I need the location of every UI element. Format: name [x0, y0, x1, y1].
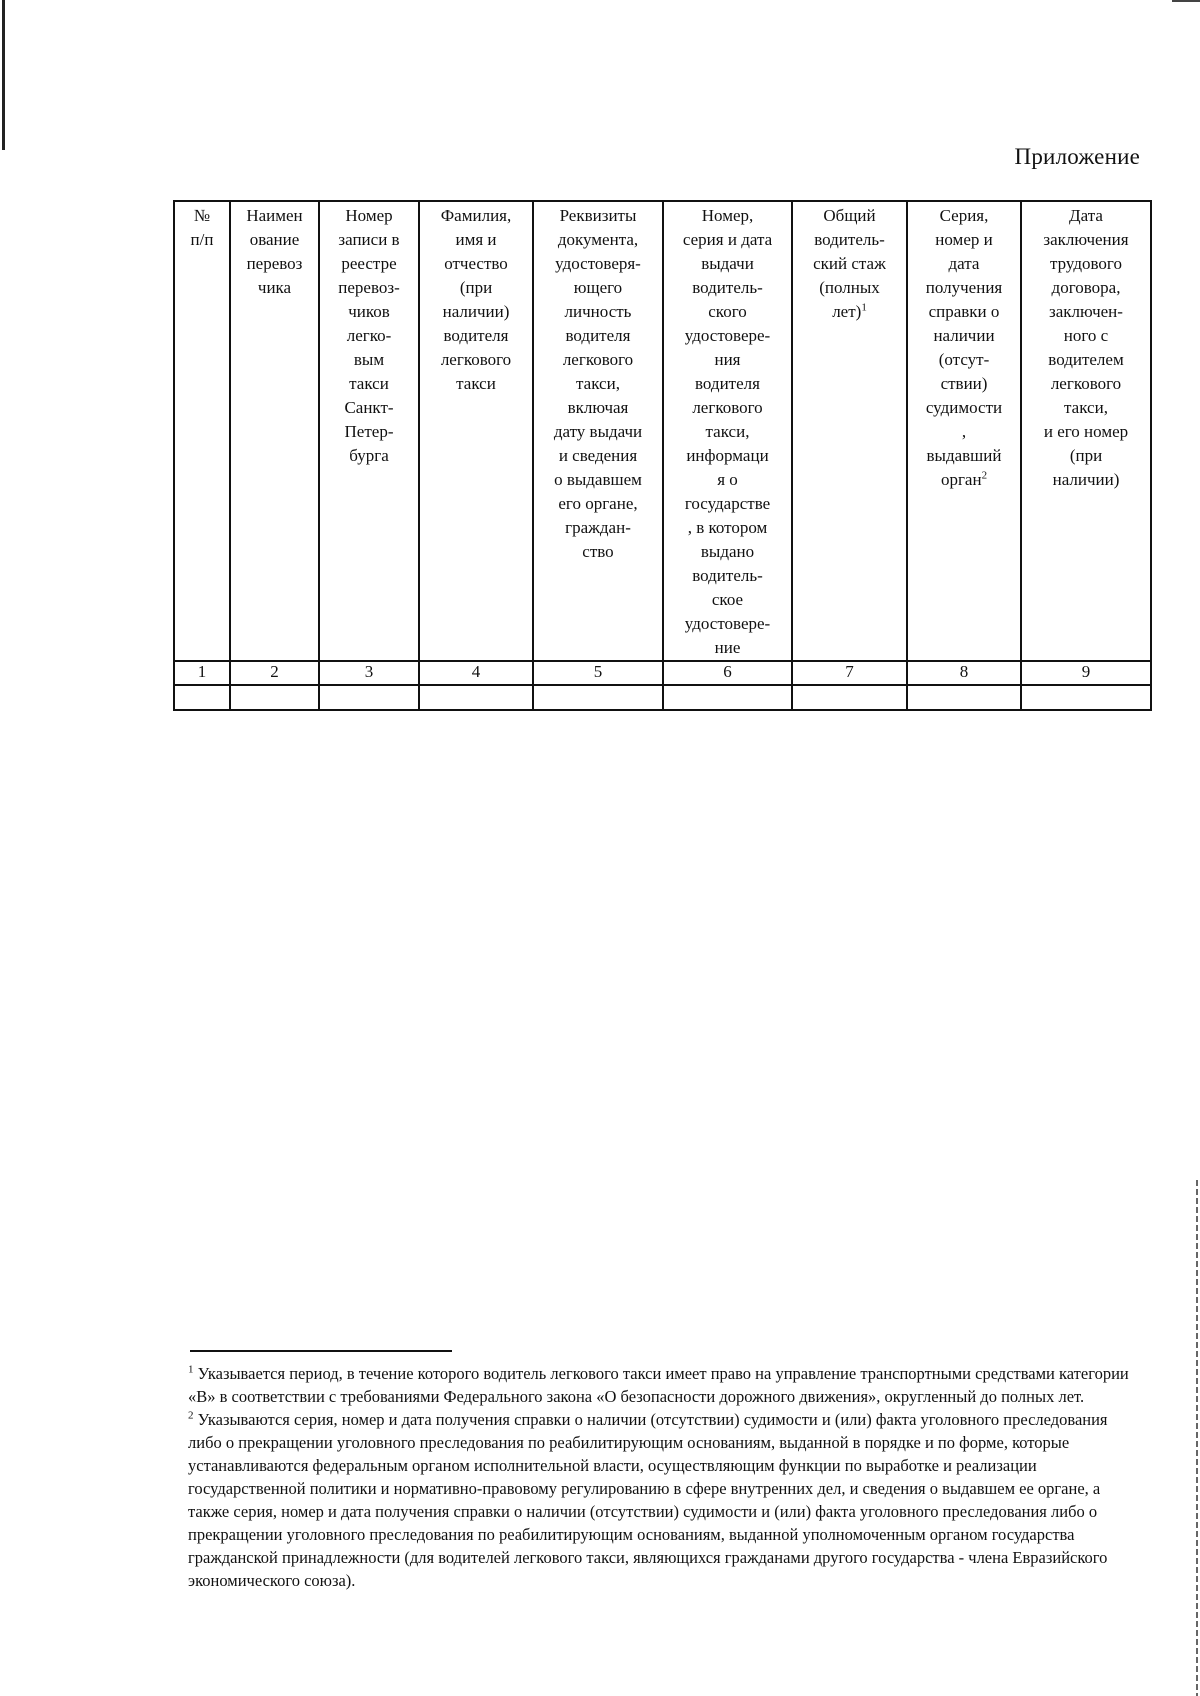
- column-header-line: водителя: [695, 374, 760, 393]
- column-header-line: бурга: [349, 446, 389, 465]
- table-cell: [319, 685, 419, 710]
- column-header-line: информаци: [686, 446, 769, 465]
- scan-edge-top: [1172, 0, 1200, 2]
- column-header-line: (при: [1069, 446, 1103, 465]
- column-header-line: документа,: [557, 230, 639, 249]
- column-header-line: серия и дата: [682, 230, 773, 249]
- table-cell: [533, 685, 663, 710]
- column-header-line: реестре: [341, 254, 397, 273]
- column-header-line: вым: [353, 350, 385, 369]
- column-header-line: наличии: [933, 326, 995, 345]
- column-header-line: ния: [714, 350, 741, 369]
- footnote-divider: [190, 1350, 452, 1352]
- column-header-line: Дата: [1069, 206, 1103, 225]
- column-header-line: ние: [714, 638, 741, 657]
- column-header-line: удостовере-: [684, 614, 771, 633]
- column-header-line: (полных: [819, 278, 880, 297]
- column-header-line: водитель-: [692, 566, 763, 585]
- column-header-line: ,: [961, 422, 967, 441]
- column-header-text: орган: [940, 470, 982, 489]
- footnote-mark: 1: [188, 1363, 194, 1376]
- column-header-line: №: [193, 206, 211, 225]
- column-header-line: имя и: [455, 230, 497, 249]
- column-header-line: Петер-: [344, 422, 394, 441]
- column-header-line: такси: [349, 374, 389, 393]
- column-number: 5: [533, 661, 663, 685]
- column-header-line: легкового: [692, 398, 763, 417]
- column-header-line: выдачи: [701, 254, 754, 273]
- column-number: 9: [1021, 661, 1151, 685]
- column-header-line: такси,: [1064, 398, 1108, 417]
- column-header-line: Номер,: [701, 206, 754, 225]
- column-header-line: записи в: [338, 230, 400, 249]
- column-header-line: Фамилия,: [440, 206, 512, 225]
- column-header-line: чиков: [348, 302, 390, 321]
- column-header-line: чика: [257, 278, 292, 297]
- column-header-line: легкового: [440, 350, 512, 369]
- column-header-line: перевоз: [246, 254, 303, 273]
- column-header-line: (отсут-: [938, 350, 990, 369]
- column-header-line: отчество: [444, 254, 508, 273]
- column-header-line: дату выдачи: [553, 422, 643, 441]
- column-header-1: [174, 201, 230, 661]
- column-header-line: и сведения: [558, 446, 638, 465]
- column-header-3: [319, 201, 419, 661]
- column-number: 2: [230, 661, 319, 685]
- table-cell: [419, 685, 533, 710]
- column-header-line: и его номер: [1043, 422, 1129, 441]
- column-header-line: судимости: [925, 398, 1003, 417]
- column-header-2: [230, 201, 319, 661]
- scan-edge-right: [1196, 1180, 1198, 1696]
- column-header-text: лет): [832, 302, 862, 321]
- column-header-line: [795, 300, 904, 324]
- taxi-driver-register-table: [173, 200, 1152, 711]
- column-header-line: трудового: [1050, 254, 1122, 273]
- column-header-line: получения: [925, 278, 1003, 297]
- column-header-line: Общий: [823, 206, 876, 225]
- column-header-line: Серия,: [939, 206, 989, 225]
- column-header-line: личность: [564, 302, 632, 321]
- column-header-line: я о: [717, 470, 738, 489]
- column-header-line: Наимен: [246, 206, 303, 225]
- column-header-line: наличии): [442, 302, 510, 321]
- column-header-line: удостоверя-: [555, 254, 641, 273]
- column-header-line: (при: [459, 278, 493, 297]
- table-header-row: [174, 201, 1151, 661]
- column-header-line: ствии): [940, 374, 988, 393]
- column-header-line: перевоз-: [338, 278, 400, 297]
- appendix-title: Приложение: [1014, 144, 1140, 169]
- table-cell: [663, 685, 792, 710]
- table-cell: [1021, 685, 1151, 710]
- column-header-line: ование: [249, 230, 300, 249]
- table-cell: [792, 685, 907, 710]
- column-header-line: включая: [567, 398, 629, 417]
- column-header-line: выдано: [700, 542, 755, 561]
- column-header-line: Номер: [345, 206, 393, 225]
- column-header-line: ного с: [1063, 326, 1109, 345]
- column-header-line: ского: [708, 302, 747, 321]
- column-header-line: номер и: [935, 230, 993, 249]
- column-header-line: ющего: [573, 278, 623, 297]
- column-header-line: заключения: [1043, 230, 1129, 249]
- table-cell: [174, 685, 230, 710]
- footnote-2: [188, 1408, 1138, 1592]
- column-header-line: легко-: [346, 326, 392, 345]
- column-header-line: легкового: [562, 350, 634, 369]
- footnote-reference: 2: [981, 469, 988, 482]
- column-header-line: наличии): [1052, 470, 1120, 489]
- column-number: 7: [792, 661, 907, 685]
- column-header-line: граждан-: [565, 518, 631, 537]
- column-number: 3: [319, 661, 419, 685]
- column-number: 1: [174, 661, 230, 685]
- footnote-reference: 1: [861, 301, 867, 314]
- scan-edge-left: [2, 0, 5, 150]
- column-header-line: ское: [711, 590, 744, 609]
- column-header-line: водитель-: [814, 230, 885, 249]
- footnotes: [188, 1362, 1138, 1592]
- column-header-line: его органе,: [558, 494, 638, 513]
- footnote-text: Указываются серия, номер и дата получения справки о наличии (отсутствии) судимости и (или) факта уголовного преследования либо о прекращении уголовного преследования по реабилитирующим основаниям, выданной в порядке и по форме, которые устанавливаются федеральным органом исполнительной власти, осуществляющим функции по выработке и реализации государственной политики и нормативно-правовому регулированию в сфере внутренних дел, и сведения о выдавшем ее органе, а также серия, номер и дата получения справки о наличии (отсутствии) судимости и (или) факта уголовного преследования либо о прекращении уголовного преследования по реабилитирующим основаниям, выданной уполномоченным органом государства гражданской принадлежности (для водителей легкового такси, являющихся гражданами другого государства - члена Евразийского экономического союза).: [188, 1410, 1108, 1590]
- column-header-line: водителя: [443, 326, 509, 345]
- column-header-line: водителя: [565, 326, 631, 345]
- table-cell: [230, 685, 319, 710]
- column-header-4: [419, 201, 533, 661]
- column-header-line: водитель-: [692, 278, 763, 297]
- column-header-line: , в котором: [687, 518, 768, 537]
- column-header-8: [907, 201, 1021, 661]
- column-header-line: п/п: [190, 230, 214, 249]
- column-header-line: ский стаж: [813, 254, 886, 273]
- column-header-line: такси,: [705, 422, 750, 441]
- column-header-line: ство: [582, 542, 614, 561]
- column-header-line: легкового: [1050, 374, 1122, 393]
- table-cell: [907, 685, 1021, 710]
- table-row: [174, 685, 1151, 710]
- column-header-line: удостовере-: [684, 326, 771, 345]
- column-header-line: договора,: [1051, 278, 1121, 297]
- footnote-text: Указывается период, в течение которого водитель легкового такси имеет право на управление транспортными средствами категории «В» в соответствии с требованиями Федерального закона «О безопасности дорожного движения», округленный до полных лет.: [188, 1364, 1129, 1406]
- column-header-7: [792, 201, 907, 661]
- column-header-line: справки о: [928, 302, 1000, 321]
- column-header-line: о выдавшем: [554, 470, 642, 489]
- column-header-line: государстве: [684, 494, 771, 513]
- column-number: 8: [907, 661, 1021, 685]
- column-header-line: дата: [948, 254, 980, 273]
- column-header-line: [910, 468, 1018, 492]
- column-header-line: водителем: [1048, 350, 1124, 369]
- footnote-mark: 2: [188, 1409, 194, 1422]
- column-header-line: Санкт-: [344, 398, 394, 417]
- column-number-row: [174, 661, 1151, 685]
- column-header-line: заключен-: [1049, 302, 1123, 321]
- column-header-6: [663, 201, 792, 661]
- column-header-5: [533, 201, 663, 661]
- column-header-line: такси: [456, 374, 496, 393]
- column-header-line: такси,: [576, 374, 620, 393]
- column-number: 6: [663, 661, 792, 685]
- column-header-line: Реквизиты: [559, 206, 637, 225]
- column-header-line: выдавший: [926, 446, 1002, 465]
- footnote-1: [188, 1362, 1138, 1408]
- column-header-9: [1021, 201, 1151, 661]
- column-number: 4: [419, 661, 533, 685]
